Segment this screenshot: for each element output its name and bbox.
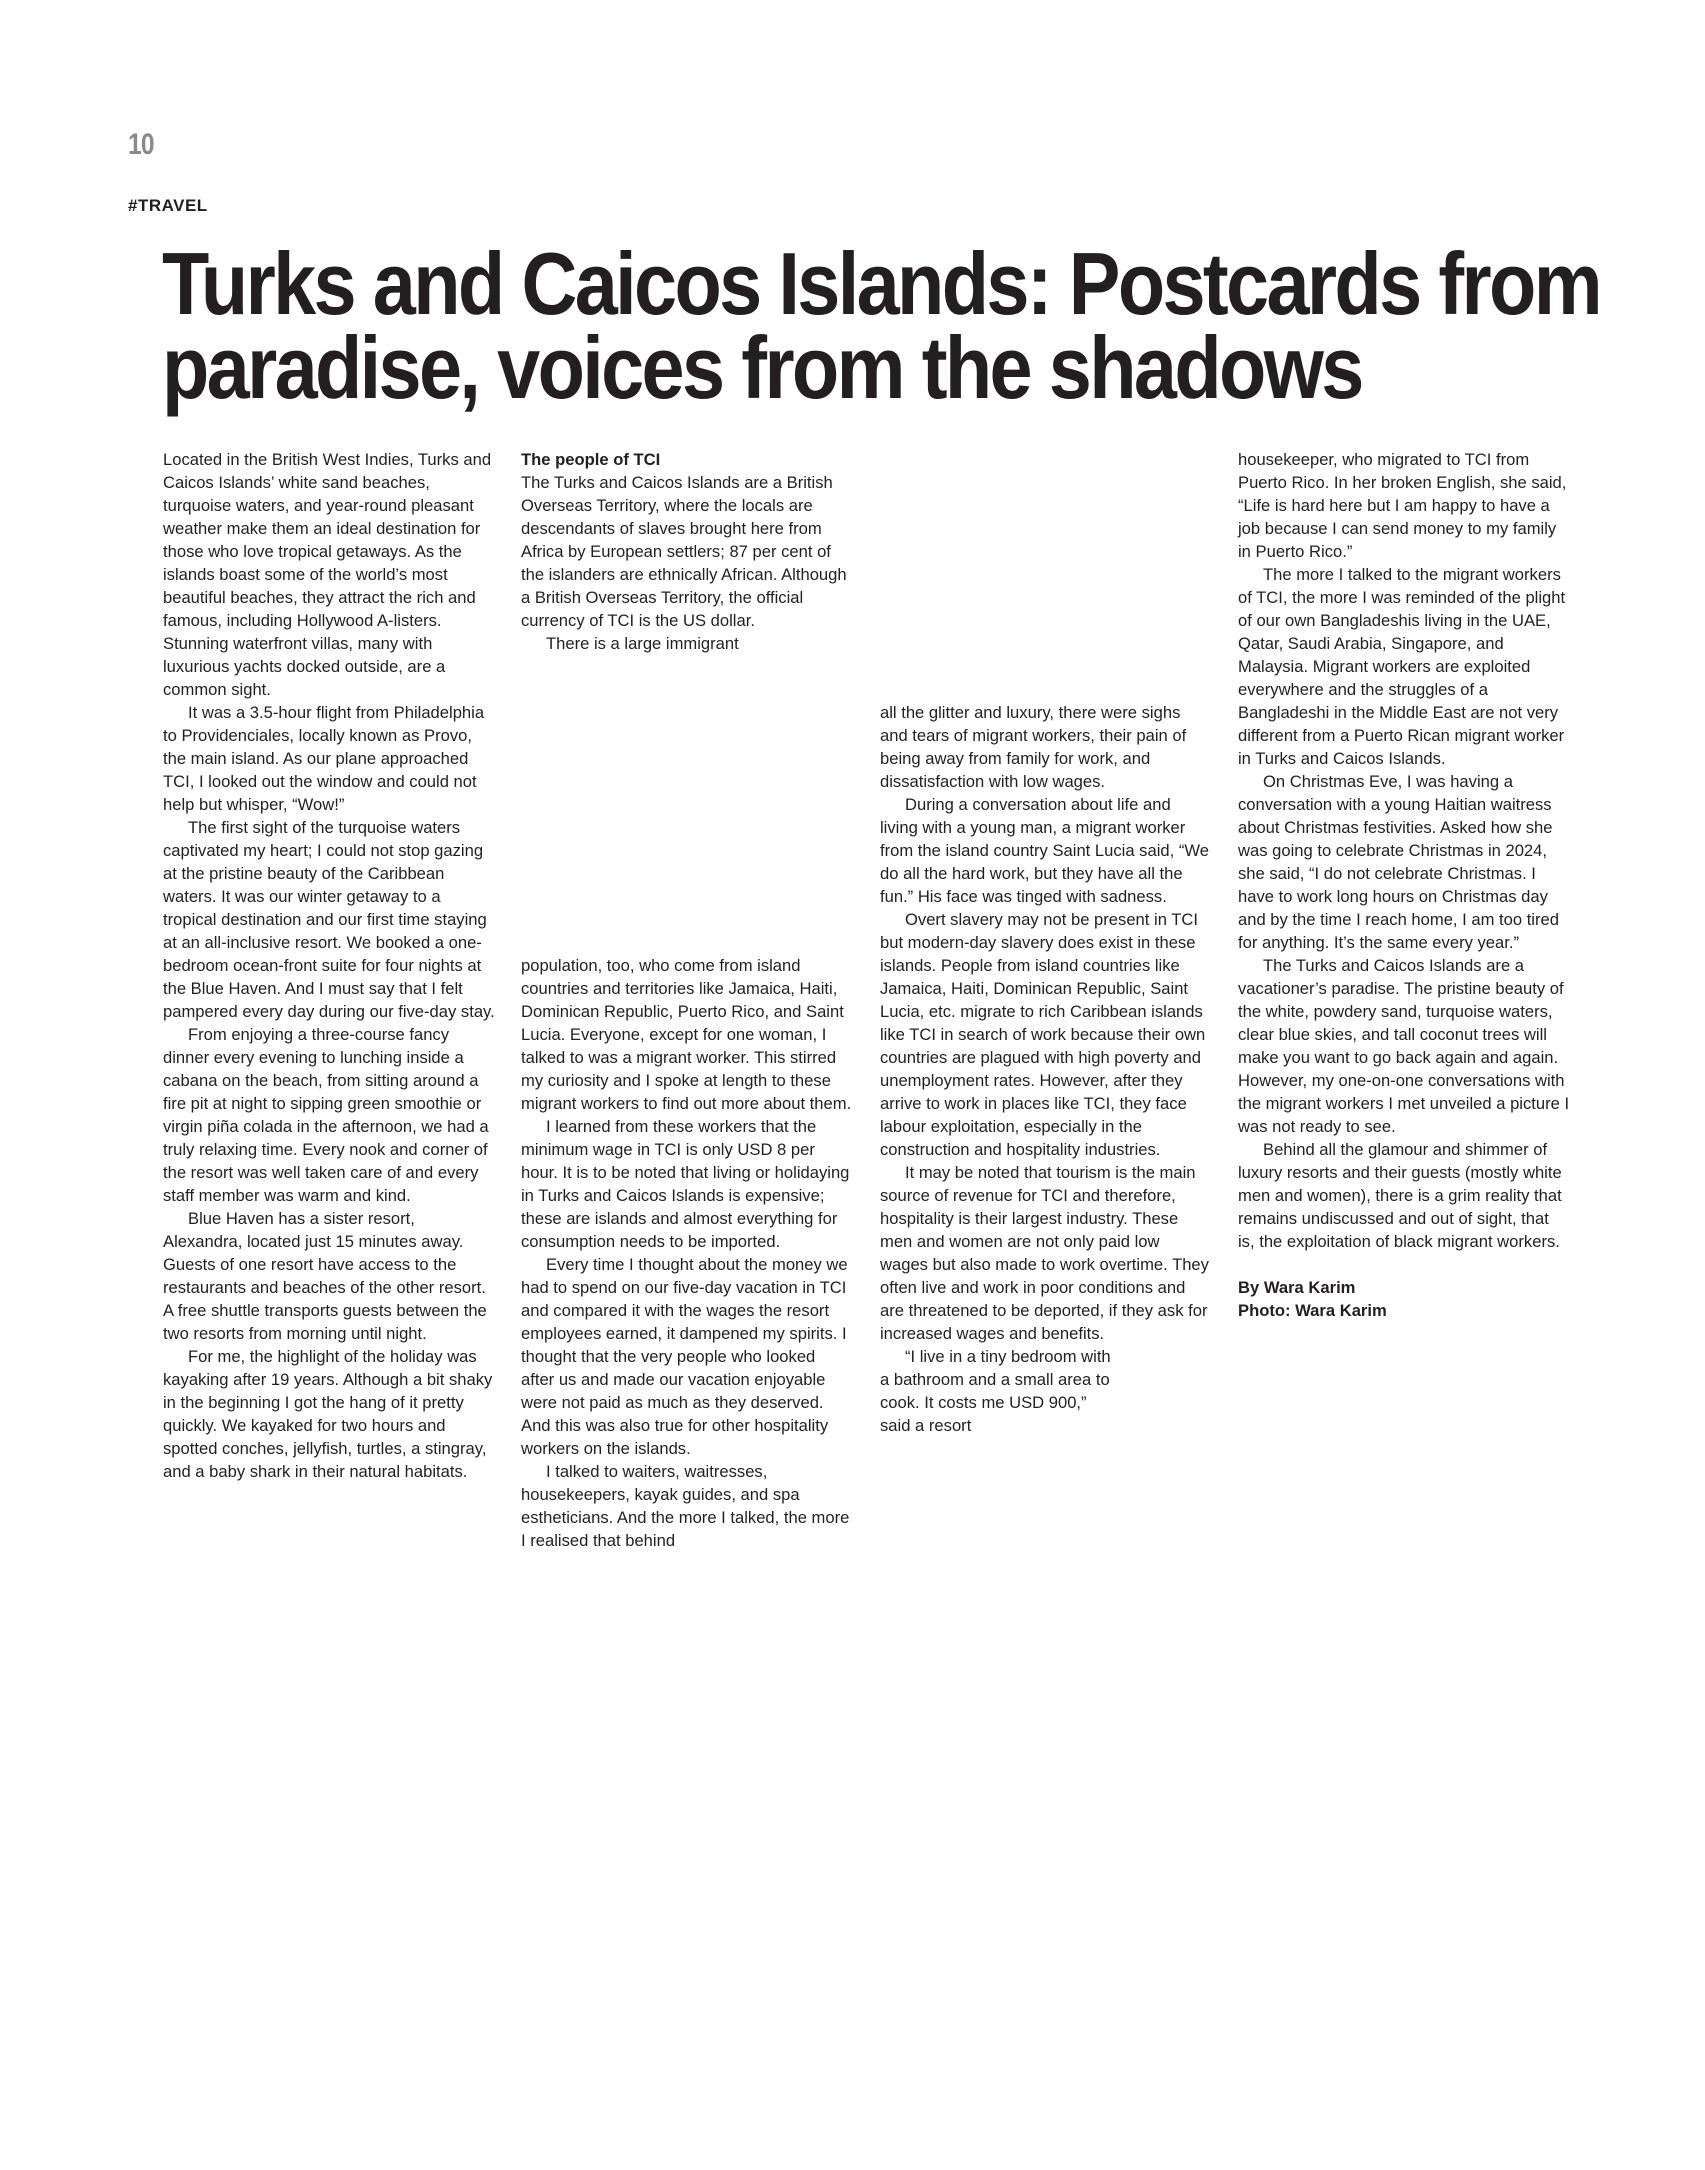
headline-line-2: paradise, voices from the shadows <box>162 318 1362 417</box>
paragraph: Behind all the glamour and shimmer of luxury resorts and their guests (mostly white men and women), there is a grim reality that remains undiscussed and out of sight, that is, the exploitation of black migrant workers. <box>1238 1140 1562 1251</box>
paragraph: From enjoying a three-course fancy dinner every evening to lunching inside a cabana on the beach, from sitting around a fire pit at night to sipping green smoothie or virgin piña colada in the afternoon, we had a truly relaxing time. Every nook and corner of the resort was well taken care of and every staff member was warm and kind. <box>163 1025 489 1205</box>
paragraph: It may be noted that tourism is the main source of revenue for TCI and therefore, hospitality is their largest industry. These men and women are not only paid low wages but also made to work overtime. They often live and work in poor conditions and are threatened to be deported, if they ask for increased wages and benefits. <box>880 1163 1209 1343</box>
paragraph: I learned from these workers that the minimum wage in TCI is only USD 8 per hour. It is to be noted that living or holidaying in Turks and Caicos Islands is expensive; these are islands and almost everything for consumption needs to be imported. <box>521 1117 850 1251</box>
paragraph: Overt slavery may not be present in TCI but modern-day slavery does exist in these islands. People from island countries like Jamaica, Haiti, Dominican Republic, Saint Lucia, etc. migrate to rich Caribbean islands like TCI in search of work because their own countries are plagued with high poverty and unemployment rates. However, after they arrive to work in places like TCI, they face labour exploitation, especially in the construction and hospitality industries. <box>880 910 1206 1159</box>
paragraph: The Turks and Caicos Islands are a British Overseas Territory, where the locals are descendants of slaves brought here from Africa by European settlers; 87 per cent of the islanders are ethnically African. Although a British Overseas Territory, the official currency of TCI is the US dollar. <box>521 473 847 630</box>
article-column-1 <box>163 448 495 1483</box>
paragraph: It was a 3.5-hour flight from Philadelphia to Providenciales, locally known as Provo, the main island. As our plane approached TCI, I looked out the window and could not help but whisper, “Wow!” <box>163 703 485 814</box>
section-tag: #TRAVEL <box>128 196 208 215</box>
paragraph: Blue Haven has a sister resort, Alexandra, located just 15 minutes away. Guests of one resort have access to the restaurants and beaches of the other resort. A free shuttle transports guests between the two resorts from morning until night. <box>163 1209 487 1343</box>
author-credit: By Wara Karim <box>1238 1278 1356 1297</box>
paragraph: I talked to waiters, waitresses, housekeepers, kayak guides, and spa estheticians. And the more I talked, the more I realised that behind <box>521 1462 850 1550</box>
paragraph: The first sight of the turquoise waters captivated my heart; I could not stop gazing at the pristine beauty of the Caribbean waters. It was our winter getaway to a tropical destination and our first time staying at an all-inclusive resort. We booked a one-bedroom ocean-front suite for four nights at the Blue Haven. And I must say that I felt pampered every day during our five-day stay. <box>163 818 495 1021</box>
article-column-3 <box>880 701 1212 1437</box>
byline <box>1238 1276 1570 1322</box>
paragraph: On Christmas Eve, I was having a conversation with a young Haitian waitress about Christmas festivities. Asked how she was going to celebrate Christmas in 2024, she said, “I do not celebrate Christmas. I have to work long hours on Christmas day and by the time I reach home, I am too tired for anything. It’s the same every year.” <box>1238 772 1559 952</box>
headline <box>162 234 1600 417</box>
article-column-2-top <box>521 448 853 655</box>
paragraph: The Turks and Caicos Islands are a vacationer’s paradise. The pristine beauty of the white, powdery sand, turquoise waters, clear blue skies, and tall coconut trees will make you want to go back again and again. However, my one-on-one conversations with the migrant workers I met unveiled a picture I was not ready to see. <box>1238 956 1570 1136</box>
paragraph: During a conversation about life and living with a young man, a migrant worker from the island country Saint Lucia said, “We do all the hard work, but they have all the fun.” His face was tinged with sadness. <box>880 795 1209 906</box>
article-column-2-bottom <box>521 954 853 1552</box>
paragraph: “I live in a tiny bedroom with a bathroom and a small area to cook. It costs me USD 900,” said a resort <box>880 1347 1111 1435</box>
paragraph: Every time I thought about the money we had to spend on our five-day vacation in TCI and compared it with the wages the resort employees earned, it dampened my spirits. I thought that the very people who looked after us and made our vacation enjoyable were not paid as much as they deserved. And this was also true for other hospitality workers on the islands. <box>521 1255 848 1458</box>
paragraph: There is a large immigrant <box>546 634 739 653</box>
paragraph: The more I talked to the migrant workers of TCI, the more I was reminded of the plight of our own Bangladeshis living in the UAE, Qatar, Saudi Arabia, Singapore, and Malaysia. Migrant workers are exploited everywhere and the struggles of a Bangladeshi in the Middle East are not very different from a Puerto Rican migrant worker in Turks and Caicos Islands. <box>1238 565 1566 768</box>
subheading: The people of TCI <box>521 450 661 469</box>
page-number: 10 <box>128 128 154 161</box>
paragraph: all the glitter and luxury, there were sighs and tears of migrant workers, their pain of being away from family for work, and dissatisfaction with low wages. <box>880 703 1187 791</box>
photo-credit: Photo: Wara Karim <box>1238 1301 1387 1320</box>
article-column-4 <box>1238 448 1570 1322</box>
headline-line-1: Turks and Caicos Islands: Postcards from <box>162 234 1600 333</box>
paragraph: Located in the British West Indies, Turks and Caicos Islands’ white sand beaches, turquoise waters, and year-round pleasant weather make them an ideal destination for those who love tropical getaways. As the islands boast some of the world’s most beautiful beaches, they attract the rich and famous, including Hollywood A-listers. Stunning waterfront villas, many with luxurious yachts docked outside, are a common sight. <box>163 450 492 699</box>
paragraph: housekeeper, who migrated to TCI from Puerto Rico. In her broken English, she said, “Life is hard here but I am happy to have a job because I can send money to my family in Puerto Rico.” <box>1238 450 1567 561</box>
paragraph: For me, the highlight of the holiday was kayaking after 19 years. Although a bit shaky in the beginning I got the hang of it pretty quickly. We kayaked for two hours and spotted conches, jellyfish, turtles, a stingray, and a baby shark in their natural habitats. <box>163 1347 493 1481</box>
paragraph: population, too, who come from island countries and territories like Jamaica, Haiti, Dominican Republic, Puerto Rico, and Saint Lucia. Everyone, except for one woman, I talked to was a migrant worker. This stirred my curiosity and I spoke at length to these migrant workers to find out more about them. <box>521 956 852 1113</box>
